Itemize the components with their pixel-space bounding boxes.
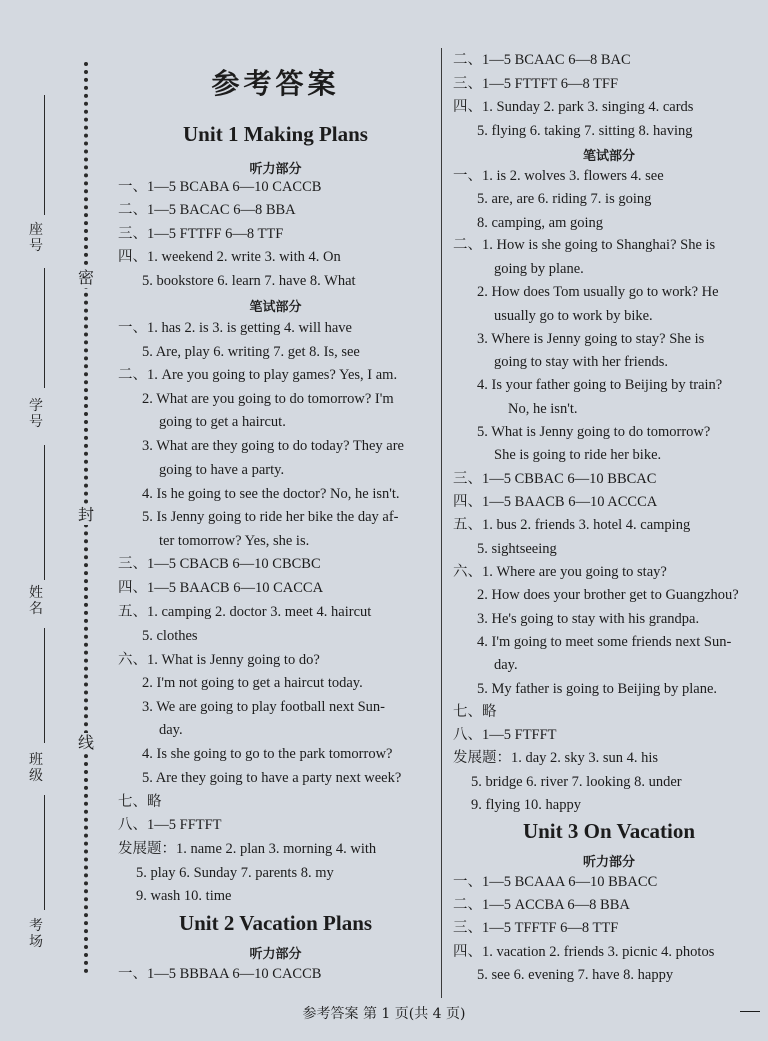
answer-line: 4. Is your father going to Beijing by train? [477, 377, 723, 393]
answer-line: 5. flying 6. taking 7. sitting 8. having [477, 123, 693, 139]
answer-line: going to have a party. [159, 462, 285, 478]
answer-line: ter tomorrow? Yes, she is. [159, 533, 310, 549]
answer-line: 二、1—5 ACCBA 6—8 BBA [453, 897, 630, 913]
field-underline [44, 795, 45, 910]
unit3-listening-label: 听力部分 [582, 855, 635, 870]
answer-line: 四、1—5 BAACB 6—10 ACCCA [453, 494, 658, 510]
answer-line: 4. Is she going to go to the park tomorrow? [142, 746, 393, 762]
answer-line: 5. see 6. evening 7. have 8. happy [477, 967, 674, 983]
answer-line: 七、略 [118, 794, 162, 810]
field-underline [44, 268, 45, 388]
answer-line: 七、略 [453, 704, 497, 720]
answer-line: 三、1—5 FTTFT 6—8 TFF [453, 76, 619, 92]
answer-line: No, he isn't. [508, 401, 578, 417]
answer-line: 二、1. Are you going to play games? Yes, I am. [118, 367, 398, 383]
answer-line: She is going to ride her bike. [494, 447, 662, 463]
answer-line: 二、1—5 BACAC 6—8 BBA [118, 202, 296, 218]
answer-line: 4. Is he going to see the doctor? No, he isn't. [142, 486, 400, 502]
answer-line: 三、1—5 TFFTF 6—8 TTF [453, 920, 619, 936]
answer-line: 三、1—5 CBBAC 6—10 BBCAC [453, 471, 657, 487]
answer-line: going by plane. [494, 261, 584, 277]
unit3-title: Unit 3 On Vacation [522, 819, 696, 843]
field-student-number: 学号 [29, 398, 43, 430]
answer-line: 发展题：1. day 2. sky 3. sun 4. his [453, 750, 659, 766]
answer-line: 5. Is Jenny going to ride her bike the day af- [142, 509, 399, 525]
answer-line: 5. Are, play 6. writing 7. get 8. Is, see [142, 344, 360, 360]
answer-line: 3. He's going to stay with his grandpa. [477, 611, 700, 627]
answer-line: 二、1—5 BCAAC 6—8 BAC [453, 52, 631, 68]
unit1-listening-label: 听力部分 [249, 162, 302, 177]
answer-line: day. [159, 722, 183, 738]
answer-line: going to get a haircut. [159, 414, 286, 430]
unit1-written-label: 笔试部分 [249, 300, 302, 315]
unit2-written-label: 笔试部分 [582, 149, 635, 164]
answer-line: 2. How does your brother get to Guangzhou? [477, 587, 739, 603]
answer-line: 四、1. Sunday 2. park 3. singing 4. cards [453, 99, 694, 115]
answer-line: 四、1—5 BAACB 6—10 CACCA [118, 580, 324, 596]
page-footer: 参考答案 第 1 页(共 4 页) [302, 1006, 466, 1022]
page-title: 参考答案 [211, 67, 340, 100]
answer-line: 八、1—5 FTFFT [453, 727, 557, 743]
field-underline [44, 628, 45, 743]
answer-line: 9. wash 10. time [136, 888, 232, 904]
answer-line: 5. clothes [142, 628, 198, 644]
answer-line: 四、1. weekend 2. write 3. with 4. On [118, 249, 341, 265]
answer-line: 8. camping, am going [477, 215, 604, 231]
answer-line: 9. flying 10. happy [471, 797, 581, 813]
answer-line: 5. sightseeing [477, 541, 557, 557]
answer-line: 5. bridge 6. river 7. looking 8. under [471, 774, 682, 790]
answer-line: 5. What is Jenny going to do tomorrow? [477, 424, 711, 440]
answer-line: 八、1—5 FFTFT [118, 817, 222, 833]
answer-line: 发展题：1. name 2. plan 3. morning 4. with [118, 841, 377, 857]
footer-dash [740, 1011, 760, 1012]
seal-mark-xian: 线 [77, 733, 94, 752]
answer-line: 一、1—5 BCABA 6—10 CACCB [118, 179, 322, 195]
answer-line: 5. My father is going to Beijing by plane. [477, 681, 718, 697]
seal-mark-feng: 封 [77, 505, 94, 524]
answer-line: 三、1—5 CBACB 6—10 CBCBC [118, 556, 321, 572]
answer-line: going to stay with her friends. [494, 354, 668, 370]
seal-mark-mi: 密 [77, 268, 94, 287]
unit1-title: Unit 1 Making Plans [183, 122, 368, 146]
answer-line: 一、1. has 2. is 3. is getting 4. will have [118, 320, 352, 336]
answer-line: 一、1—5 BCAAA 6—10 BBACC [453, 874, 658, 890]
field-class: 班级 [29, 752, 43, 784]
column-divider [441, 48, 442, 998]
unit2-listening-label: 听力部分 [249, 947, 302, 962]
answer-line: 一、1. is 2. wolves 3. flowers 4. see [453, 168, 664, 184]
answer-line: 五、1. bus 2. friends 3. hotel 4. camping [453, 517, 691, 533]
answer-line: 一、1—5 BBBAA 6—10 CACCB [118, 966, 322, 982]
answer-line: day. [494, 657, 518, 673]
unit2-title: Unit 2 Vacation Plans [178, 911, 373, 935]
answer-line: 2. I'm not going to get a haircut today. [142, 675, 363, 691]
field-name: 姓名 [29, 585, 43, 617]
field-seat-number: 座号 [29, 222, 43, 254]
answer-line: 2. How does Tom usually go to work? He [477, 284, 719, 300]
binding-margin [0, 0, 100, 1000]
answer-line: 四、1. vacation 2. friends 3. picnic 4. photos [453, 944, 715, 960]
answer-line: 六、1. What is Jenny going to do? [118, 652, 320, 668]
answer-line: 5. Are they going to have a party next week? [142, 770, 402, 786]
answer-line: 5. bookstore 6. learn 7. have 8. What [142, 273, 356, 289]
answer-line: 六、1. Where are you going to stay? [453, 564, 667, 580]
answer-line: 4. I'm going to meet some friends next Sun- [477, 634, 732, 650]
answer-line: 三、1—5 FTTFF 6—8 TTF [118, 226, 284, 242]
answer-line: 二、1. How is she going to Shanghai? She is [453, 237, 716, 253]
answer-line: 5. are, are 6. riding 7. is going [477, 191, 652, 207]
answer-line: 3. What are they going to do today? They are [142, 438, 404, 454]
field-underline [44, 95, 45, 215]
answer-line: 3. We are going to play football next Sun- [142, 699, 386, 715]
field-exam-room: 考场 [29, 918, 43, 950]
answer-line: 2. What are you going to do tomorrow? I'm [142, 391, 394, 407]
field-underline [44, 445, 45, 580]
answer-line: 3. Where is Jenny going to stay? She is [477, 331, 705, 347]
answer-line: 五、1. camping 2. doctor 3. meet 4. haircut [118, 604, 372, 620]
answer-line: usually go to work by bike. [494, 308, 653, 324]
answer-line: 5. play 6. Sunday 7. parents 8. my [136, 865, 334, 881]
